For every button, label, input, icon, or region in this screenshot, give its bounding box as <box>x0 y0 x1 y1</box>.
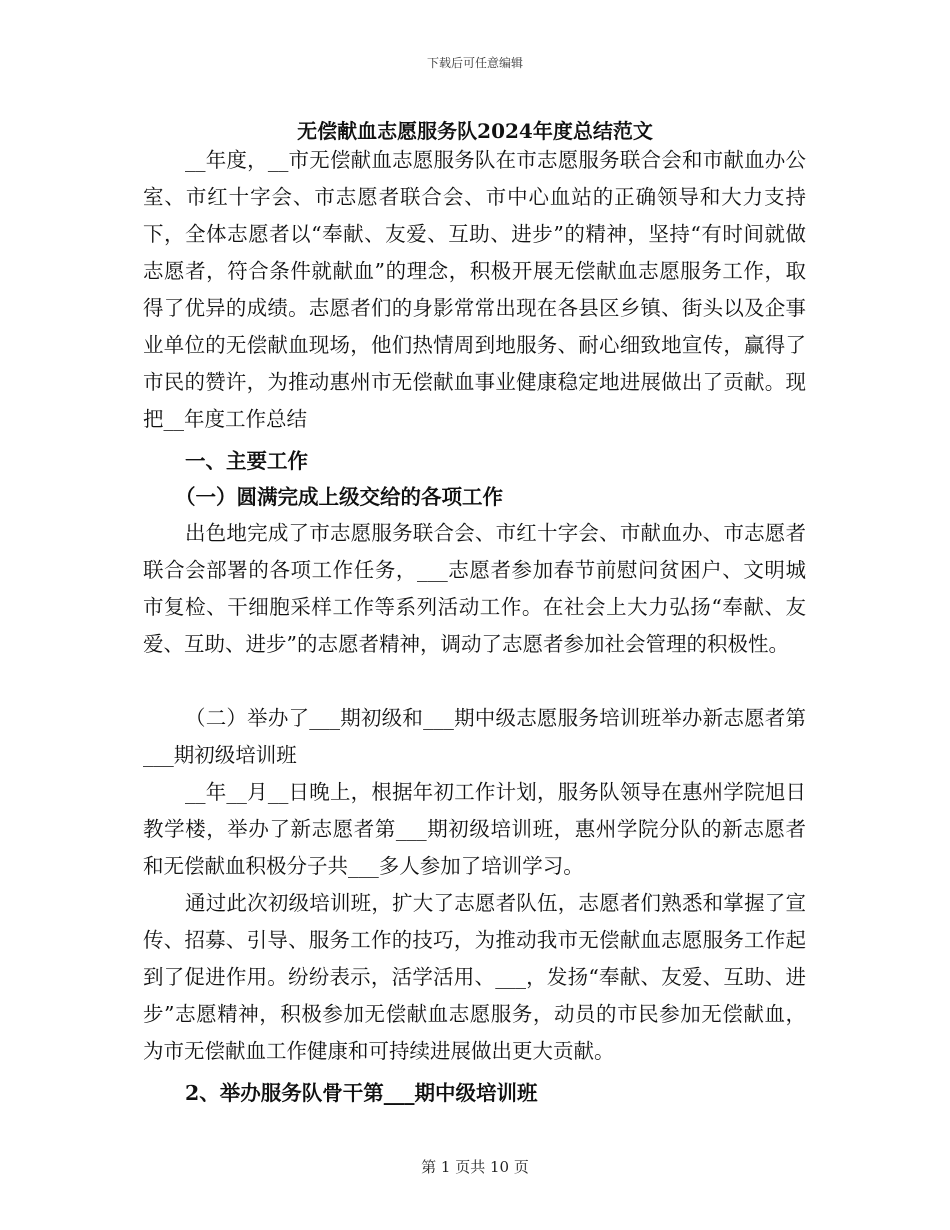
intro-paragraph: __年度，__市无偿献血志愿服务队在市志愿服务联合会和市献血办公室、市红十字会、市志愿者联合会、市中心血站的正确领导和大力支持下，全体志愿者以“奉献、友爱、互助、进步”的精神，坚持“有时间就做志愿者，符合条件就献血”的理念，积极开展无偿献血志愿服务工作，取得了优异的成绩。志愿者们的身影常常出现在各县区乡镇、街头以及企事业单位的无偿献血现场，他们热情周到地服务、耐心细致地宣传，赢得了市民的赞许，为推动惠州市无偿献血事业健康稳定地进展做出了贡献。现把__年度工作总结 <box>143 148 806 431</box>
paragraph-tasks: 出色地完成了市志愿服务联合会、市红十字会、市献血办、市志愿者联合会部署的各项工作任务，___志愿者参加春节前慰问贫困户、文明城市复检、干细胞采样工作等系列活动工作。在社会上大力弘扬“奉献、友爱、互助、进步”的志愿者精神，调动了志愿者参加社会管理的积极性。 <box>143 521 806 656</box>
section-heading-main-work: 一、主要工作 <box>185 449 308 473</box>
subsection-heading-2: （二）举办了___期初级和___期中级志愿服务培训班举办新志愿者第___期初级培训班 <box>143 706 806 767</box>
paragraph-training-results: 通过此次初级培训班，扩大了志愿者队伍，志愿者们熟悉和掌握了宣传、招募、引导、服务工作的技巧，为推动我市无偿献血志愿服务工作起到了促进作用。纷纷表示，活学活用、___，发扬“奉献、友爱、互助、进步”志愿精神，积极参加无偿献血志愿服务，动员的市民参加无偿献血，为市无偿献血工作健康和可持续进展做出更大贡献。 <box>143 891 806 1063</box>
header-note: 下载后可任意编辑 <box>426 56 523 70</box>
page-footer: 第 1 页共 10 页 <box>421 1158 529 1176</box>
subsection-heading-1: （一）圆满完成上级交给的各项工作 <box>175 485 503 509</box>
document-title: 无偿献血志愿服务队2024年度总结范文 <box>297 119 653 143</box>
subsection-heading-3: 2、举办服务队骨干第___期中级培训班 <box>185 1081 538 1105</box>
paragraph-training-event: __年__月__日晚上，根据年初工作计划，服务队领导在惠州学院旭日教学楼，举办了新志愿者第___期初级培训班，惠州学院分队的新志愿者和无偿献血积极分子共___多人参加了培训学习。 <box>143 780 806 878</box>
